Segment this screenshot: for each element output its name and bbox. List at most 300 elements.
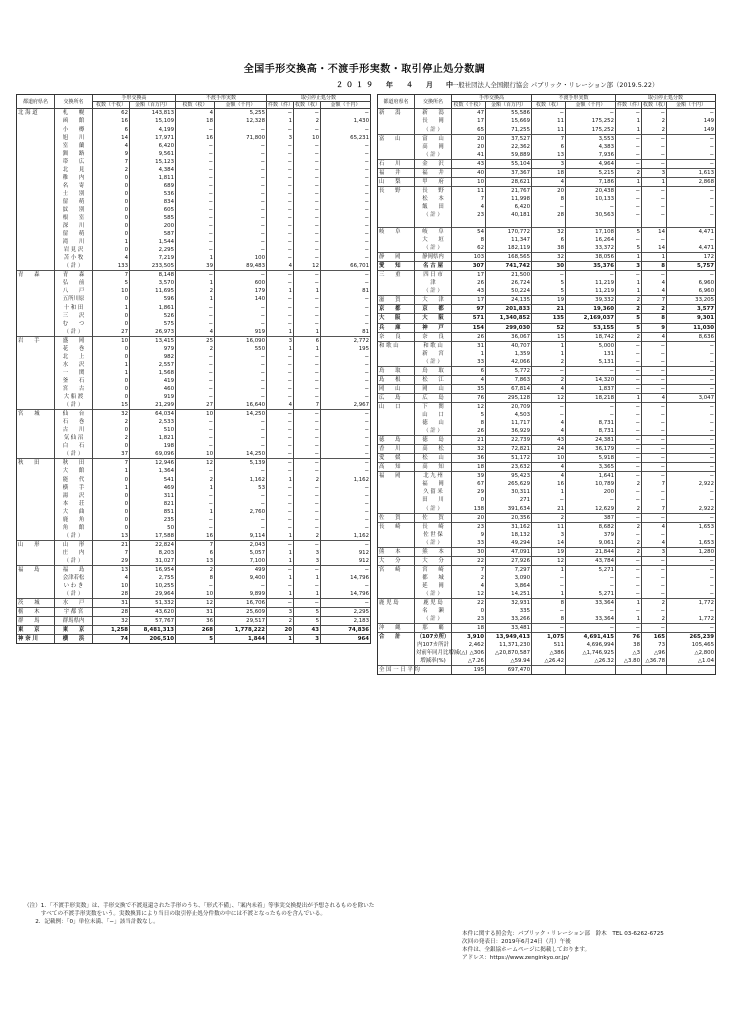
suspension-count: − xyxy=(294,295,321,303)
table-row xyxy=(378,666,716,675)
exchange-amount: 31,162 xyxy=(486,522,532,531)
footnote-line: （注）1．「不渡手形実数」は、手形交換で不渡返還された手形のうち、「形式不備」、「案内未着」等事実交換提出が予想されるものを除いた xyxy=(24,903,375,909)
exchange-count: 0 xyxy=(93,230,130,238)
suspension-amount: − xyxy=(321,222,371,230)
office-cell: 青 森 xyxy=(55,271,93,280)
exchange-count: 20 xyxy=(452,143,486,151)
suspension-count: − xyxy=(294,279,321,287)
office-cell: 釧 路 xyxy=(55,150,93,158)
suspension-count: 2 xyxy=(294,476,321,484)
suspension-amount: − xyxy=(321,540,371,549)
pref-cell xyxy=(17,287,55,295)
table-row xyxy=(378,211,716,219)
table-row xyxy=(378,615,716,624)
dishonored-count: − xyxy=(176,214,215,222)
suspension-cases: − xyxy=(267,254,294,262)
pref-cell: 北 海 道 xyxy=(17,109,55,118)
suspension-cases: − xyxy=(267,484,294,492)
suspension-cases: − xyxy=(267,304,294,312)
suspension-amount: − xyxy=(321,214,371,222)
dishonored-amount: 18,218 xyxy=(566,393,616,402)
dishonored-amount: 7,186 xyxy=(566,177,616,186)
office-cell: 旭 川 xyxy=(55,134,93,142)
suspension-amount xyxy=(667,666,716,675)
exchange-amount: 13,415 xyxy=(130,336,176,345)
pref-cell xyxy=(17,574,55,582)
exchange-count: 7 xyxy=(93,459,130,468)
suspension-amount: − xyxy=(321,295,371,303)
dishonored-count: 32 xyxy=(532,228,566,237)
dishonored-count: − xyxy=(532,574,566,582)
dishonored-count: 4 xyxy=(532,427,566,436)
suspension-count: 1 xyxy=(642,177,667,186)
dishonored-amount: 175,252 xyxy=(566,126,616,135)
exchange-amount: 526 xyxy=(130,312,176,320)
exchange-amount: 40,181 xyxy=(486,211,532,219)
suspension-cases: − xyxy=(267,158,294,166)
suspension-count: 9 xyxy=(642,323,667,332)
suspension-count: − xyxy=(642,384,667,393)
dishonored-amount: − xyxy=(215,182,267,190)
exchange-count: 22 xyxy=(452,556,486,565)
exchange-amount: 32,931 xyxy=(486,599,532,608)
suspension-cases: − xyxy=(267,516,294,524)
dishonored-amount: − xyxy=(215,353,267,361)
dishonored-count: 1 xyxy=(176,254,215,262)
suspension-count: − xyxy=(642,445,667,454)
table-row xyxy=(378,427,716,436)
suspension-cases: 1 xyxy=(267,590,294,599)
amount-thousand2-header: 金額（千円） xyxy=(667,102,716,109)
exchange-amount: 33,481 xyxy=(486,624,532,633)
table-row xyxy=(17,450,371,459)
table-row xyxy=(378,151,716,160)
dishonored-count: 8 xyxy=(176,574,215,582)
suspension-amount: 3,577 xyxy=(667,305,716,314)
exchange-amount: 8,481,313 xyxy=(130,626,176,635)
dishonored-amount: 179 xyxy=(215,287,267,295)
office-cell xyxy=(415,219,452,228)
office-cell: 滝 川 xyxy=(55,238,93,246)
table-row xyxy=(17,214,371,222)
table-row xyxy=(17,484,371,492)
office-cell: 函 館 xyxy=(55,117,93,125)
suspension-count: − xyxy=(294,222,321,230)
suspension-count: − xyxy=(642,350,667,358)
table-row xyxy=(378,384,716,393)
table-row xyxy=(17,492,371,500)
dishonored-amount: − xyxy=(215,246,267,254)
dishonored-count: 11 xyxy=(532,117,566,125)
suspension-count: − xyxy=(642,271,667,280)
suspension-amount: − xyxy=(321,508,371,516)
dishonored-count: − xyxy=(176,206,215,214)
table-row xyxy=(378,126,716,135)
suspension-count: − xyxy=(294,109,321,118)
table-row xyxy=(378,109,716,118)
suspension-cases: − xyxy=(267,442,294,450)
dishonored-count: 31 xyxy=(176,608,215,617)
dishonored-amount: 24,381 xyxy=(566,436,616,445)
table-row xyxy=(17,134,371,142)
office-cell: 名 瀬 xyxy=(415,607,452,615)
suspension-amount: − xyxy=(321,166,371,174)
dishonored-amount: − xyxy=(215,126,267,134)
dishonored-count: − xyxy=(176,190,215,198)
exchange-count: 1 xyxy=(452,350,486,358)
exchange-count: 62 xyxy=(452,244,486,253)
dishonored-count: − xyxy=(176,222,215,230)
suspension-cases: − xyxy=(616,531,642,539)
dishonored-amount: − xyxy=(215,418,267,426)
suspension-cases: − xyxy=(267,109,294,118)
pref-cell xyxy=(17,238,55,246)
dishonored-amount: 33,364 xyxy=(566,615,616,624)
exchange-amount: 2,533 xyxy=(130,418,176,426)
pref-cell xyxy=(378,211,415,219)
pref-cell: 徳 島 xyxy=(378,436,415,445)
suspension-amount: − xyxy=(321,230,371,238)
pref-cell xyxy=(17,353,55,361)
pref-cell xyxy=(378,219,415,228)
suspension-count: − xyxy=(294,434,321,442)
office-cell: 秋 田 xyxy=(55,459,93,468)
exchange-count: 47 xyxy=(452,109,486,118)
dishonored-amount: 10,789 xyxy=(566,480,616,488)
dishonored-amount: 12,629 xyxy=(566,505,616,514)
table-row xyxy=(17,230,371,238)
suspension-count: − xyxy=(294,230,321,238)
exchange-amount: 15,123 xyxy=(130,158,176,166)
suspension-cases: 2 xyxy=(267,617,294,626)
exchange-amount: 201,833 xyxy=(486,305,532,314)
suspension-amount: − xyxy=(321,238,371,246)
suspension-cases: − xyxy=(267,238,294,246)
dishonored-amount: 14,320 xyxy=(566,375,616,384)
amount-thousand-header: 金額（千円） xyxy=(215,102,267,109)
suspension-header: 取引停止処分数 xyxy=(267,95,371,102)
dishonored-amount: 9,114 xyxy=(215,532,267,541)
office-cell: 苫 小 牧 xyxy=(55,254,93,262)
office-cell: 留 萌 xyxy=(55,198,93,206)
count2-header: 枚数（枚） xyxy=(295,102,321,109)
pref-cell xyxy=(17,117,55,125)
exchange-count: 4 xyxy=(93,574,130,582)
suspension-count: − xyxy=(294,426,321,434)
exchange-amount: 4,199 xyxy=(130,126,176,134)
dishonored-count: − xyxy=(176,353,215,361)
exchange-count: 7 xyxy=(452,565,486,574)
dishonored-count: 1 xyxy=(532,350,566,358)
count2-header: 枚数（枚） xyxy=(643,102,669,109)
dishonored-amount: − xyxy=(215,426,267,434)
table-row xyxy=(378,236,716,244)
pref-cell xyxy=(17,484,55,492)
exchange-amount: 143,813 xyxy=(130,109,176,118)
exchange-amount: 64,034 xyxy=(130,410,176,419)
table-row xyxy=(17,599,371,608)
exchange-count: 103 xyxy=(452,253,486,262)
office-cell: 気 仙 沼 xyxy=(55,434,93,442)
pref-cell xyxy=(17,393,55,401)
suspension-count: − xyxy=(294,214,321,222)
suspension-count xyxy=(642,219,667,228)
exchange-count: 0 xyxy=(93,190,130,198)
office-cell: 津 xyxy=(415,279,452,287)
dishonored-amount: − xyxy=(215,222,267,230)
table-row xyxy=(378,607,716,615)
suspension-count: 2 xyxy=(294,532,321,541)
exchange-amount: 206,510 xyxy=(130,635,176,644)
dishonored-count: − xyxy=(176,369,215,377)
dishonored-count: 11 xyxy=(532,126,566,135)
suspension-amount: 2,922 xyxy=(667,480,716,488)
suspension-cases: − xyxy=(616,236,642,244)
exchange-amount: 40,707 xyxy=(486,341,532,350)
exchange-count: 1 xyxy=(93,304,130,312)
exchange-count: 0 xyxy=(93,476,130,484)
exchange-count: 0 xyxy=(93,385,130,393)
dishonored-count: − xyxy=(532,366,566,375)
exchange-amount: 1,811 xyxy=(130,174,176,182)
suspension-count: − xyxy=(642,531,667,539)
exchange-amount: △59.94 xyxy=(486,657,532,666)
suspension-amount: − xyxy=(667,624,716,633)
table-row xyxy=(17,418,371,426)
pref-cell xyxy=(378,496,415,504)
pref-cell: 神 奈 川 xyxy=(17,635,55,644)
suspension-cases: − xyxy=(616,565,642,574)
suspension-amount: − xyxy=(667,366,716,375)
exchange-amount: 33,266 xyxy=(486,615,532,624)
pref-cell: 岡 山 xyxy=(378,384,415,393)
dishonored-count: 36 xyxy=(176,617,215,626)
suspension-count: − xyxy=(294,467,321,475)
suspension-amount: − xyxy=(321,182,371,190)
table-row xyxy=(378,244,716,253)
table-row xyxy=(17,377,371,385)
exchange-count: 54 xyxy=(452,228,486,237)
suspension-count: 4 xyxy=(642,539,667,548)
dishonored-amount: 39,332 xyxy=(566,296,616,305)
office-cell: （107カ所） xyxy=(415,633,452,642)
suspension-count: 2 xyxy=(642,305,667,314)
suspension-cases: − xyxy=(267,206,294,214)
dishonored-count: 2 xyxy=(176,476,215,484)
table-row xyxy=(378,657,716,666)
exchange-count: 43 xyxy=(452,159,486,168)
suspension-cases: 1 xyxy=(267,287,294,295)
suspension-count: − xyxy=(642,582,667,590)
office-cell: 岡 山 xyxy=(415,384,452,393)
table-row xyxy=(17,434,371,442)
table-row xyxy=(378,375,716,384)
table-row xyxy=(378,522,716,531)
contact-line: アドレス：https://www.zenginkyo.or.jp/ xyxy=(462,955,569,961)
pref-cell: 栃 木 xyxy=(17,608,55,617)
table-row xyxy=(378,633,716,642)
exchange-amount: 72,821 xyxy=(486,445,532,454)
office-cell: 庄 内 xyxy=(55,549,93,557)
exchange-amount: 28,621 xyxy=(486,177,532,186)
dishonored-amount: − xyxy=(215,377,267,385)
dishonored-amount: △26.32 xyxy=(566,657,616,666)
pref-cell xyxy=(378,419,415,427)
dishonored-amount: 550 xyxy=(215,345,267,353)
exchange-count: 23 xyxy=(452,211,486,219)
exchange-count: 97 xyxy=(452,305,486,314)
exchange-count: 5 xyxy=(93,279,130,287)
table-row xyxy=(17,467,371,475)
dishonored-count: − xyxy=(176,467,215,475)
suspension-amount: 172 xyxy=(667,253,716,262)
dishonored-amount: 5,918 xyxy=(566,454,616,463)
pref-cell xyxy=(378,488,415,496)
dishonored-amount: 2,169,037 xyxy=(566,314,616,323)
table-row xyxy=(17,574,371,582)
suspension-cases: 3 xyxy=(267,608,294,617)
suspension-amount: − xyxy=(667,203,716,211)
dishonored-amount: − xyxy=(566,402,616,411)
suspension-cases: 3 xyxy=(616,262,642,271)
exchange-amount: 419 xyxy=(130,377,176,385)
suspension-cases: − xyxy=(267,500,294,508)
exchange-amount: 170,772 xyxy=(486,228,532,237)
suspension-header: 取引停止処分数 xyxy=(616,95,716,102)
publisher-line: 一般社団法人全国銀行協会 パブリック・リレーション部（2019.5.22） xyxy=(452,81,659,89)
dishonored-amount: 499 xyxy=(215,566,267,575)
suspension-cases: 2 xyxy=(616,480,642,488)
suspension-amount: △1.04 xyxy=(667,657,716,666)
suspension-cases: − xyxy=(267,295,294,303)
exchange-amount: 1,568 xyxy=(130,369,176,377)
suspension-cases xyxy=(616,219,642,228)
suspension-amount: − xyxy=(667,109,716,118)
exchange-count: 43 xyxy=(452,287,486,296)
suspension-amount: 2,922 xyxy=(667,505,716,514)
suspension-cases: − xyxy=(616,463,642,472)
exchange-count: 1 xyxy=(93,369,130,377)
pref-cell xyxy=(17,467,55,475)
suspension-count: − xyxy=(642,143,667,151)
dishonored-amount: 4,691,415 xyxy=(566,633,616,642)
exchange-amount: 3,864 xyxy=(486,582,532,590)
dishonored-amount: − xyxy=(566,366,616,375)
exchange-count: 14 xyxy=(93,134,130,142)
pref-cell xyxy=(17,377,55,385)
table-row xyxy=(17,174,371,182)
exchange-amount: 587 xyxy=(130,230,176,238)
dishonored-count: − xyxy=(176,361,215,369)
suspension-count: 7 xyxy=(294,401,321,410)
suspension-cases: − xyxy=(267,393,294,401)
exchange-count: 2 xyxy=(452,574,486,582)
suspension-amount: − xyxy=(321,385,371,393)
pref-cell: 滋 賀 xyxy=(378,296,415,305)
office-cell: 延 岡 xyxy=(415,582,452,590)
exchange-amount: 95,423 xyxy=(486,472,532,481)
dishonored-amount: 100 xyxy=(215,254,267,262)
office-cell: 奈 良 xyxy=(415,332,452,341)
exchange-count: 7 xyxy=(93,271,130,280)
suspension-amount: 6,960 xyxy=(667,287,716,296)
table-row xyxy=(378,556,716,565)
dishonored-amount: − xyxy=(566,271,616,280)
suspension-amount: 14,796 xyxy=(321,590,371,599)
suspension-count: 1 xyxy=(294,328,321,337)
dishonored-amount: 131 xyxy=(566,350,616,358)
exchange-count: 27 xyxy=(93,328,130,337)
suspension-cases: 1 xyxy=(267,549,294,557)
suspension-cases: − xyxy=(267,377,294,385)
suspension-count: − xyxy=(642,574,667,582)
suspension-count: 8 xyxy=(642,262,667,271)
exchange-amount: 541 xyxy=(130,476,176,484)
exchange-count: 23 xyxy=(452,615,486,624)
office-cell: 大 阪 xyxy=(415,314,452,323)
suspension-count: 2 xyxy=(642,599,667,608)
office-header: 交換所名 xyxy=(415,95,452,109)
suspension-count: 2 xyxy=(294,117,321,125)
suspension-count: 3 xyxy=(642,547,667,556)
office-cell: 群馬県内 xyxy=(55,617,93,626)
suspension-cases: − xyxy=(267,190,294,198)
suspension-amount: − xyxy=(321,500,371,508)
exchange-count: 1 xyxy=(93,484,130,492)
pref-cell: 高 知 xyxy=(378,463,415,472)
exchange-amount: 21,500 xyxy=(486,271,532,280)
exchange-count: 26 xyxy=(452,427,486,436)
table-row xyxy=(17,361,371,369)
pref-cell: 合 計 xyxy=(378,633,415,642)
office-cell: （ 計 ） xyxy=(55,590,93,599)
suspension-count: 14 xyxy=(642,228,667,237)
suspension-count: − xyxy=(642,513,667,522)
office-cell: 仙 台 xyxy=(55,410,93,419)
suspension-amount: 1,280 xyxy=(667,547,716,556)
suspension-count: − xyxy=(642,565,667,574)
suspension-count: 43 xyxy=(294,626,321,635)
suspension-cases: − xyxy=(616,134,642,143)
pref-cell xyxy=(378,195,415,203)
suspension-amount: − xyxy=(321,566,371,575)
exchange-amount: 295,128 xyxy=(486,393,532,402)
count-header: 枚数（枚） xyxy=(176,102,215,109)
suspension-count: 1 xyxy=(294,574,321,582)
suspension-cases: − xyxy=(616,195,642,203)
suspension-amount: 105,465 xyxy=(667,641,716,649)
suspension-amount: − xyxy=(321,442,371,450)
dishonored-amount: 8,731 xyxy=(566,419,616,427)
exchange-count: 74 xyxy=(93,635,130,644)
table-row xyxy=(17,608,371,617)
table-row xyxy=(17,295,371,303)
office-cell: （ 計 ） xyxy=(55,401,93,410)
suspension-cases: − xyxy=(616,496,642,504)
office-cell: （ 計 ） xyxy=(415,505,452,514)
dishonored-amount: 4,696,994 xyxy=(566,641,616,649)
suspension-cases: − xyxy=(616,271,642,280)
pref-cell: 熊 本 xyxy=(378,547,415,556)
office-cell: 宇 都 宮 xyxy=(55,608,93,617)
suspension-cases: 38 xyxy=(616,641,642,649)
dishonored-count: − xyxy=(176,166,215,174)
suspension-count: 3 xyxy=(294,549,321,557)
dishonored-count: 10 xyxy=(176,590,215,599)
dishonored-amount: 16,706 xyxy=(215,599,267,608)
dishonored-count: − xyxy=(176,377,215,385)
exchange-count: 2,462 xyxy=(452,641,486,649)
